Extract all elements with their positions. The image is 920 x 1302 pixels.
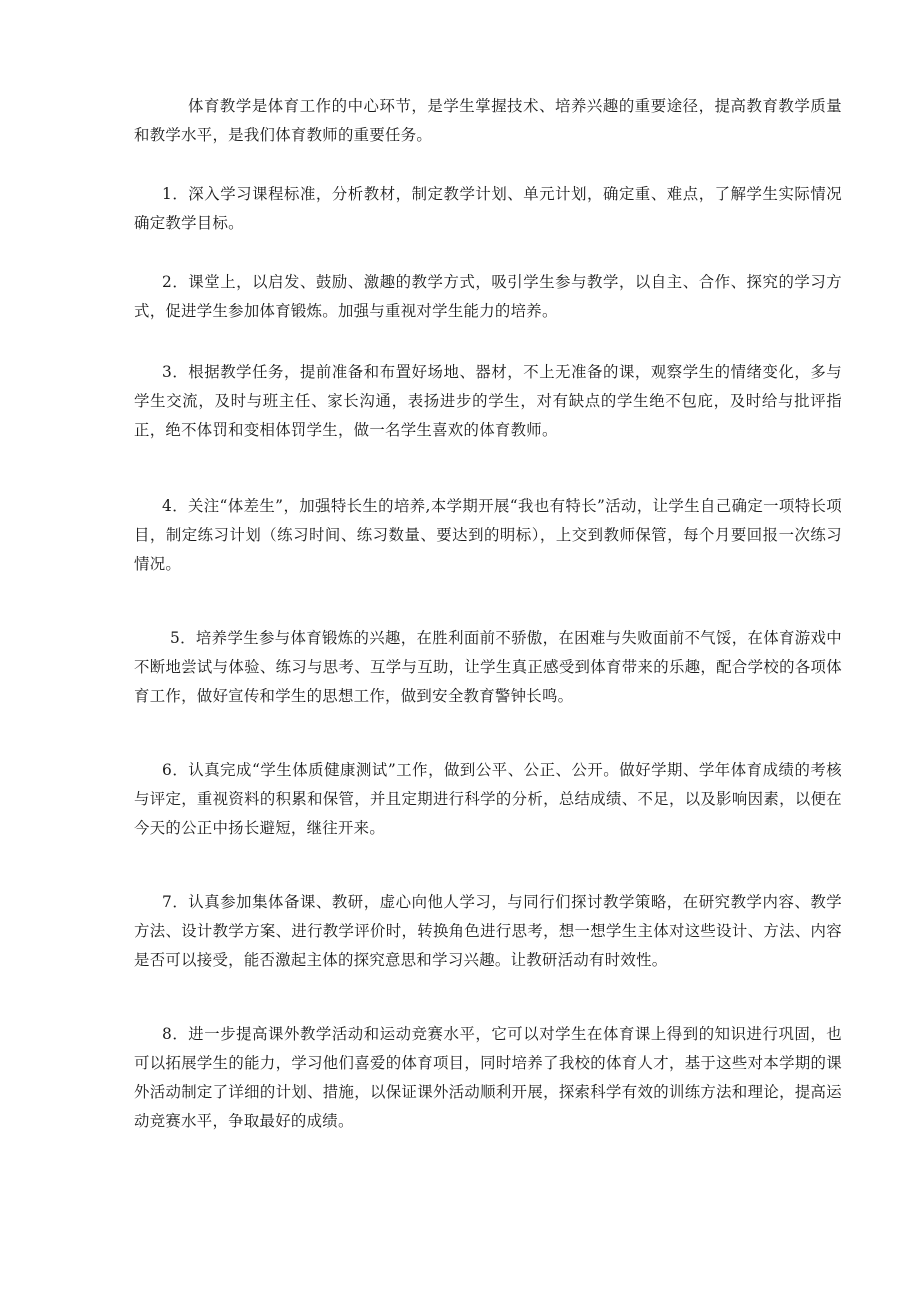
- item-paragraph-8: 8．进一步提高课外教学活动和运动竞赛水平，它可以对学生在体育课上得到的知识进行巩固，也可以拓展学生的能力，学习他们喜爱的体育项目，同时培养了我校的体育人才，基于这些对本学期的课外活动制定了详细的计划、措施，以保证课外活动顺利开展，探索科学有效的训练方法和理论，提高运动竞赛水平，争取最好的成绩。: [134, 1025, 842, 1130]
- item-paragraph-4: 4．关注“体差生”，加强特长生的培养,本学期开展“我也有特长”活动，让学生自己确定一项特长项目，制定练习计划（练习时间、练习数量、要达到的明标），上交到教师保管，每个月要回报一次练习情况。: [134, 497, 842, 573]
- item-paragraph-7: 7．认真参加集体备课、教研，虚心向他人学习，与同行们探讨教学策略，在研究教学内容、教学方法、设计教学方案、进行教学评价时，转换角色进行思考，想一想学生主体对这些设计、方法、内容是否可以接受，能否激起主体的探究意思和学习兴趣。让教研活动有时效性。: [134, 893, 842, 969]
- intro-paragraph: 体育教学是体育工作的中心环节，是学生掌握技术、培养兴趣的重要途径，提高教育教学质量和教学水平，是我们体育教师的重要任务。: [134, 97, 842, 144]
- item-paragraph-6: 6．认真完成“学生体质健康测试”工作，做到公平、公正、公开。做好学期、学年体育成绩的考核与评定，重视资料的积累和保管，并且定期进行科学的分析，总结成绩、不足，以及影响因素，以便在今天的公正中扬长避短，继往开来。: [134, 761, 842, 837]
- item-paragraph-5: 5．培养学生参与体育锻炼的兴趣，在胜利面前不骄傲，在困难与失败面前不气馁，在体育游戏中不断地尝试与体验、练习与思考、互学与互助，让学生真正感受到体育带来的乐趣，配合学校的各项体育工作，做好宣传和学生的思想工作，做到安全教育警钟长鸣。: [134, 629, 842, 705]
- item-paragraph-1: 1．深入学习课程标准，分析教材，制定教学计划、单元计划，确定重、难点，了解学生实际情况确定教学目标。: [134, 185, 842, 232]
- item-paragraph-2: 2．课堂上，以启发、鼓励、激趣的教学方式，吸引学生参与教学，以自主、合作、探究的学习方式，促进学生参加体育锻炼。加强与重视对学生能力的培养。: [134, 273, 842, 320]
- item-paragraph-3: 3．根据教学任务，提前准备和布置好场地、器材，不上无准备的课，观察学生的情绪变化，多与学生交流，及时与班主任、家长沟通，表扬进步的学生，对有缺点的学生绝不包庇，及时给与批评指正，绝不体罚和变相体罚学生，做一名学生喜欢的体育教师。: [134, 363, 842, 439]
